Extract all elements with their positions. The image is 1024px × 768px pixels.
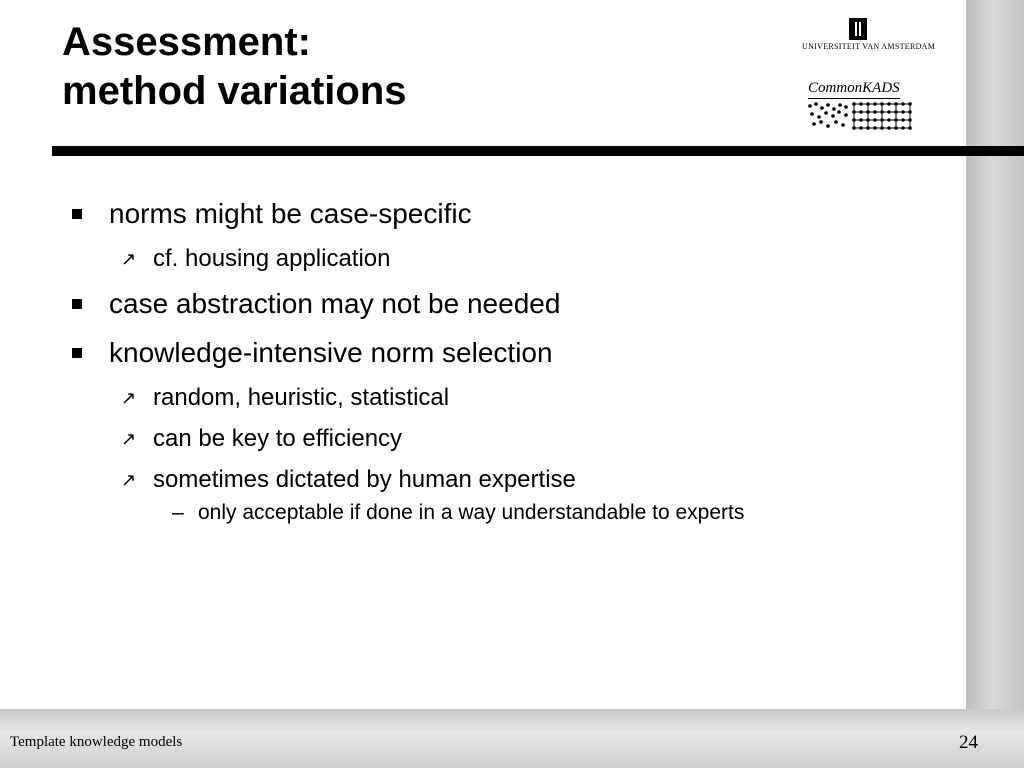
arrow-bullet-icon: ↗ <box>121 470 137 490</box>
bullet-text: knowledge-intensive norm selection <box>109 337 553 368</box>
page-number: 24 <box>959 732 978 753</box>
square-bullet-icon <box>72 209 82 219</box>
arrow-bullet-icon: ↗ <box>121 388 137 408</box>
sub-sub-bullet-text: only acceptable if done in a way understandable to experts <box>198 501 745 524</box>
sub-bullet-item <box>72 464 952 496</box>
bullet-item <box>72 284 952 324</box>
title-rule <box>52 146 1024 156</box>
bullet-text: norms might be case-specific <box>109 198 472 229</box>
commonkads-dot-grid-icon <box>806 100 918 134</box>
bullet-item <box>72 333 952 373</box>
slide-title-line-1: Assessment: <box>62 20 312 64</box>
sub-bullet-text: can be key to efficiency <box>153 425 403 452</box>
commonkads-logo <box>806 80 918 134</box>
square-bullet-icon <box>72 348 82 358</box>
dash-bullet-icon: – <box>172 501 184 524</box>
university-crest-icon <box>849 18 867 40</box>
sub-bullet-item <box>72 243 952 275</box>
square-bullet-icon <box>72 299 82 309</box>
university-name: UNIVERSITEIT VAN AMSTERDAM <box>802 42 936 51</box>
bullet-list <box>72 194 952 527</box>
slide-title-line-2: method variations <box>62 69 407 113</box>
slide-title <box>62 18 407 116</box>
commonkads-wordmark: CommonKADS <box>808 80 900 99</box>
sub-bullet-text: cf. housing application <box>153 245 391 272</box>
bullet-text: case abstraction may not be needed <box>109 288 561 319</box>
sub-bullet-text: random, heuristic, statistical <box>153 384 450 411</box>
sub-bullet-text: sometimes dictated by human expertise <box>153 466 576 493</box>
footer-title: Template knowledge models <box>10 734 183 750</box>
arrow-bullet-icon: ↗ <box>121 249 137 269</box>
bullet-item <box>72 194 952 234</box>
right-gradient-band <box>966 0 1024 768</box>
sub-sub-bullet-item <box>72 499 952 527</box>
sub-bullet-item <box>72 382 952 414</box>
arrow-bullet-icon: ↗ <box>121 429 137 449</box>
sub-bullet-item <box>72 423 952 455</box>
university-logo <box>802 18 936 52</box>
